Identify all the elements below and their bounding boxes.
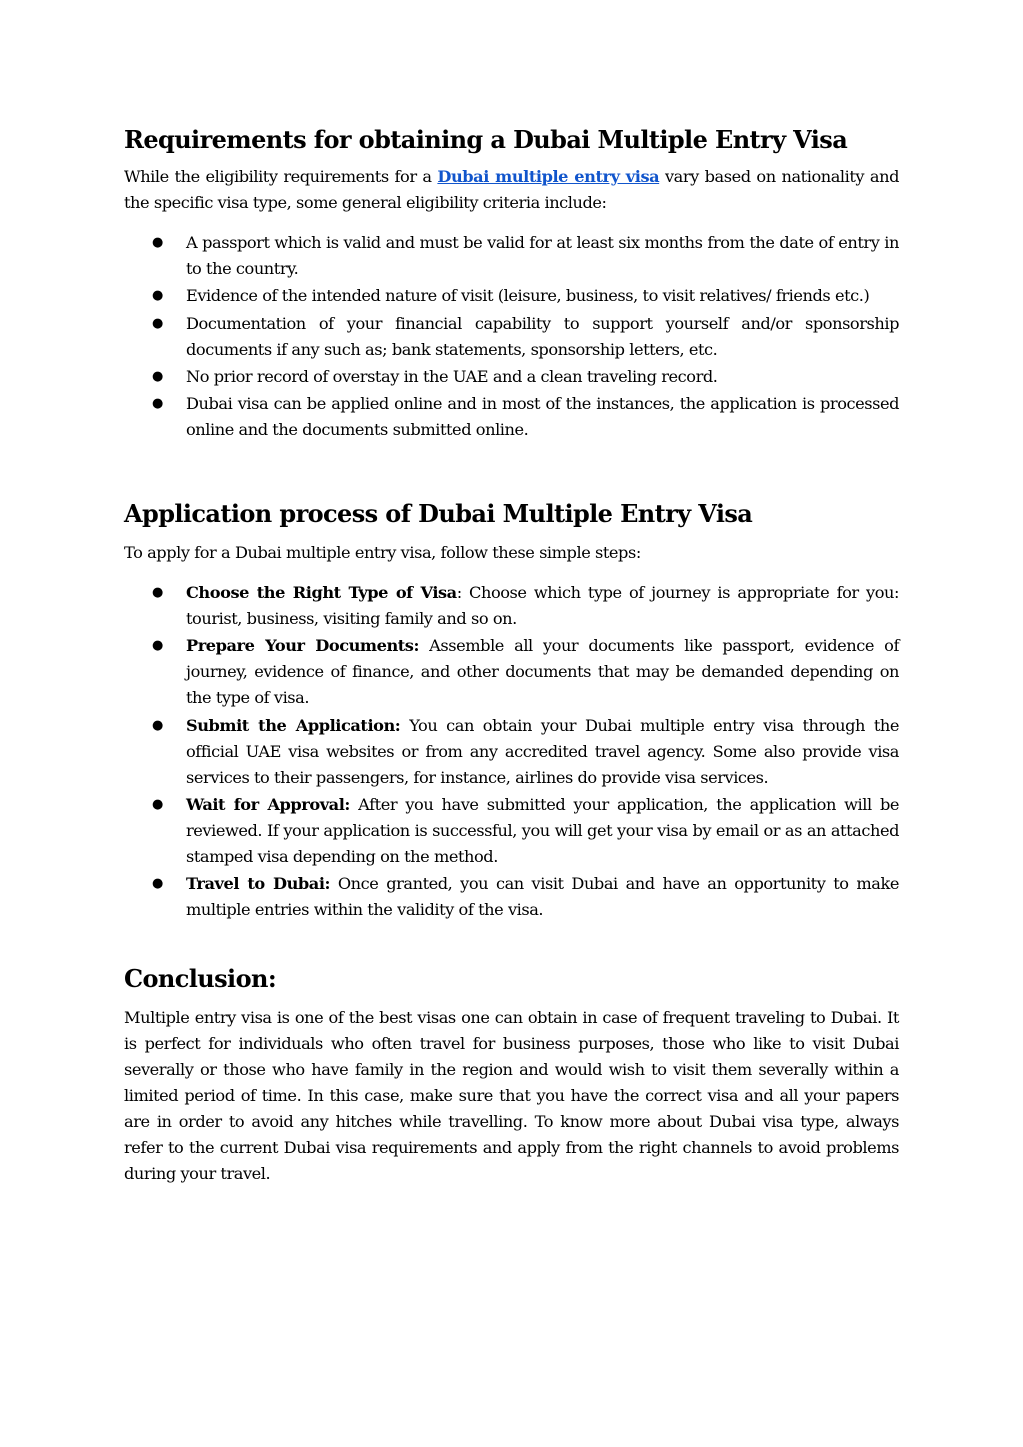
list-item [124, 311, 899, 363]
list-item [124, 391, 899, 443]
bullet-icon [152, 633, 162, 659]
list-item [124, 230, 899, 282]
requirements-intro [124, 164, 899, 216]
step-label: Choose the Right Type of Visa [186, 583, 457, 603]
bullet-icon [152, 283, 162, 309]
step-label: Travel to Dubai: [186, 874, 331, 894]
bullet-icon [152, 792, 162, 818]
requirements-list [124, 230, 899, 443]
bullet-icon [152, 391, 162, 417]
step-text: Assemble all your documents like passport, evidence of journey, evidence of finance, and other documents that may be demanded depending on the type of visa. [186, 636, 899, 708]
step-label: Wait for Approval: [186, 795, 350, 815]
bullet-icon [152, 580, 162, 606]
application-process-section [124, 496, 899, 923]
list-item-text: Documentation of your financial capability to support yourself and/or sponsorship documents if any such as; bank statements, sponsorship letters, etc. [186, 313, 899, 359]
requirements-section [124, 122, 899, 443]
application-steps-list [124, 580, 899, 923]
intro-text-before: While the eligibility requirements for a [124, 167, 438, 186]
step-label: Prepare Your Documents: [186, 636, 419, 656]
bullet-icon [152, 230, 162, 256]
list-item-text: A passport which is valid and must be valid for at least six months from the date of entry in to the country. [186, 233, 899, 278]
list-item [124, 633, 899, 711]
bullet-icon [152, 871, 162, 897]
bullet-icon [152, 364, 162, 390]
application-process-heading: Application process of Dubai Multiple Entry Visa [124, 499, 753, 529]
list-item [124, 792, 899, 870]
list-item [124, 713, 899, 791]
list-item [124, 580, 899, 632]
bullet-icon [152, 713, 162, 739]
document-page [124, 122, 899, 1187]
application-process-intro: To apply for a Dubai multiple entry visa, follow these simple steps: [124, 543, 641, 563]
conclusion-heading: Conclusion: [124, 964, 277, 994]
conclusion-body: Multiple entry visa is one of the best visas one can obtain in case of frequent traveling to Dubai. It is perfect for individuals who often travel for business purposes, those who like to visit Dubai severally or those who have family in the region and would wish to visit them severally within a limited period of time. In this case, make sure that you have the correct visa and all your papers are in order to avoid any hitches while travelling. To know more about Dubai visa type, always refer to the current Dubai visa requirements and apply from the right channels to avoid problems during your travel. [124, 1008, 899, 1184]
step-text: Once granted, you can visit Dubai and have an opportunity to make multiple entries within the validity of the visa. [186, 874, 899, 920]
dubai-multiple-entry-visa-link[interactable]: Dubai multiple entry visa [437, 167, 660, 186]
step-text: You can obtain your Dubai multiple entry visa through the official UAE visa websites or from any accredited travel agency. Some also provide visa services to their passengers, for instance, airlines do provide visa services. [186, 715, 899, 787]
list-item-text: Evidence of the intended nature of visit (leisure, business, to visit relatives/ friends etc.) [186, 286, 870, 306]
conclusion-section [124, 961, 899, 1187]
bullet-icon [152, 311, 162, 337]
list-item-text: Dubai visa can be applied online and in most of the instances, the application is processed online and the documents submitted online. [186, 394, 899, 440]
step-text: After you have submitted your application, the application will be reviewed. If your application is successful, you will get your visa by email or as an attached stamped visa depending on the method. [186, 795, 900, 867]
requirements-heading: Requirements for obtaining a Dubai Multiple Entry Visa [124, 125, 848, 154]
list-item [124, 364, 899, 390]
step-label: Submit the Application: [186, 715, 401, 735]
intro-text-after: vary based on nationality and the specific visa type, some general eligibility criteria include: [124, 167, 899, 212]
list-item [124, 283, 899, 309]
list-item-text: No prior record of overstay in the UAE and a clean traveling record. [186, 366, 718, 386]
list-item [124, 871, 899, 923]
step-text: : Choose which type of journey is appropriate for you: tourist, business, visiting family and so on. [186, 583, 899, 629]
